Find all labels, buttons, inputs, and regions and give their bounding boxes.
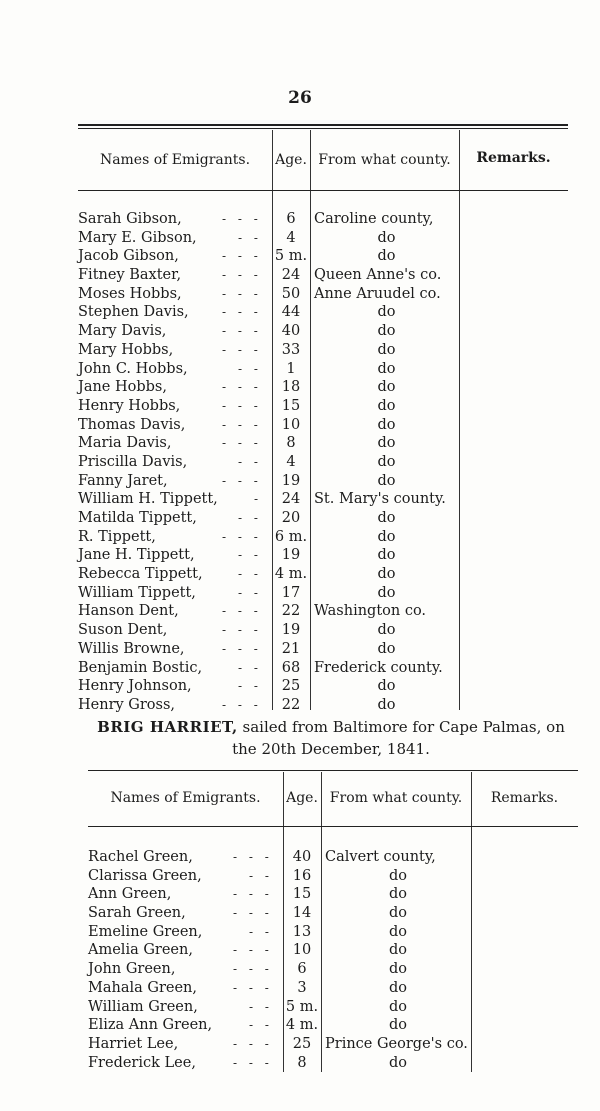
emigrant-name: John C. Hobbs, (78, 360, 188, 377)
emigrant-county: do (377, 678, 396, 695)
emigrant-age: 8 (297, 1054, 307, 1071)
leader-dots: - - - (233, 850, 273, 864)
leader-dots: - - - (222, 529, 262, 544)
emigrant-county: do (377, 416, 396, 433)
emigrant-county: Anne Aruudel co. (314, 285, 441, 302)
emigrant-age: 10 (281, 416, 301, 433)
table-row (78, 210, 568, 229)
leader-dots: - - - (222, 623, 262, 638)
ship-caption (80, 716, 582, 760)
emigrant-county: do (388, 867, 407, 884)
emigrant-name: Suson Dent, (78, 622, 168, 639)
table-row (78, 528, 568, 547)
leader-dots: - - - (233, 943, 273, 958)
emigrant-county: do (377, 547, 396, 564)
emigrant-age: 4 m. (274, 566, 308, 583)
leader-dots: - - (249, 1018, 273, 1033)
emigrant-county: do (377, 453, 396, 470)
table-row (78, 546, 568, 565)
leader-dots: - - - (233, 1036, 273, 1051)
leader-dots: - (254, 492, 263, 507)
emigrant-name: Stephen Davis, (78, 304, 189, 321)
emigrant-name: Sarah Gibson, (78, 211, 182, 227)
emigrant-county: do (377, 229, 396, 246)
emigrant-county: do (377, 248, 396, 265)
leader-dots: - - - (222, 268, 262, 283)
table-row (88, 941, 578, 960)
table-row (78, 360, 568, 379)
emigrant-name: Moses Hobbs, (78, 285, 182, 302)
table-row (78, 341, 568, 360)
leader-dots: - - - (222, 249, 262, 264)
leader-dots: - - (238, 548, 262, 563)
emigrant-name: Rebecca Tippett, (78, 566, 203, 583)
emigrant-county: do (377, 472, 396, 489)
header-age: Age. (275, 152, 307, 168)
table-row (78, 285, 568, 304)
emigrant-name: Clarissa Green, (88, 867, 202, 884)
table-row (78, 453, 568, 472)
emigrant-name: Hanson Dent, (78, 603, 179, 620)
table-row (78, 640, 568, 659)
emigrant-age: 44 (281, 304, 301, 321)
emigrant-county: Washington co. (314, 603, 427, 620)
header-remarks: Remarks. (490, 790, 559, 806)
header-county: From what county. (318, 152, 451, 168)
emigrant-name: Willis Browne, (78, 640, 185, 657)
emigrant-name: Henry Gross, (78, 696, 176, 713)
emigrant-county: do (388, 886, 407, 903)
table-row (78, 659, 568, 678)
emigrant-age: 1 (286, 360, 296, 377)
table-row (78, 565, 568, 584)
leader-dots: - - - (222, 324, 262, 339)
header-names: Names of Emigrants. (99, 152, 251, 168)
leader-dots: - - - (222, 436, 262, 451)
emigrant-name: Harriet Lee, (88, 1035, 179, 1052)
caption-text: sailed from Baltimore for Cape Palmas, on (237, 718, 565, 736)
emigrant-age: 22 (281, 696, 301, 713)
emigrant-name: Mary Hobbs, (78, 341, 174, 358)
table-row (78, 229, 568, 248)
leader-dots: - - (238, 585, 262, 600)
emigrant-name: Fanny Jaret, (78, 472, 168, 489)
emigrant-county: do (388, 1054, 407, 1071)
page-number: 26 (288, 88, 312, 108)
table-row (88, 998, 578, 1017)
emigrant-age: 6 (286, 211, 296, 227)
emigrant-age: 3 (297, 979, 307, 996)
header-rule (88, 826, 578, 827)
emigrant-county: do (388, 905, 407, 922)
emigrant-county: do (377, 397, 396, 414)
leader-dots: - - - (222, 417, 262, 432)
emigrant-name: Frederick Lee, (88, 1054, 196, 1071)
emigrant-name: Eliza Ann Green, (88, 1017, 213, 1034)
emigrant-age: 19 (281, 547, 301, 564)
emigrant-county: do (377, 566, 396, 583)
emigrant-name: Priscilla Davis, (78, 453, 188, 470)
emigrant-age: 4 (286, 453, 296, 470)
table-row (78, 416, 568, 435)
emigrant-age: 33 (281, 341, 301, 358)
emigrant-name: William Green, (88, 998, 198, 1015)
leader-dots: - - (249, 924, 273, 939)
table-row (88, 1016, 578, 1035)
emigrant-name: Mahala Green, (88, 979, 197, 996)
emigrant-name: Fitney Baxter, (78, 267, 182, 284)
header-names: Names of Emigrants. (110, 790, 261, 806)
leader-dots: - - (238, 230, 262, 245)
table-row (78, 509, 568, 528)
emigrant-name: Maria Davis, (78, 435, 172, 452)
emigrant-age: 19 (281, 622, 301, 639)
leader-dots: - - (238, 660, 262, 675)
emigrant-name: Jacob Gibson, (78, 248, 179, 265)
emigrant-name: Benjamin Bostic, (78, 659, 203, 676)
emigrant-age: 25 (292, 1035, 312, 1052)
emigrant-age: 19 (281, 472, 301, 489)
emigrant-county: do (377, 435, 396, 452)
emigrant-name: Ann Green, (88, 886, 172, 903)
emigrant-age: 17 (281, 584, 301, 601)
emigrant-county: do (377, 696, 396, 713)
table-row (78, 397, 568, 416)
table-row (78, 584, 568, 603)
emigrant-name: Jane H. Tippett, (78, 547, 195, 564)
leader-dots: - - - (233, 1055, 273, 1070)
leader-dots: - - (249, 868, 273, 883)
table-row (88, 904, 578, 923)
table-row (78, 621, 568, 640)
leader-dots: - - - (222, 398, 262, 413)
table-row (78, 266, 568, 285)
emigrant-age: 50 (281, 285, 301, 302)
table-2-rows (88, 848, 578, 1072)
table-row (78, 322, 568, 341)
leader-dots: - - - (222, 604, 262, 619)
emigrant-county: do (377, 528, 396, 545)
leader-dots: - - (249, 999, 273, 1014)
table-row (78, 602, 568, 621)
leader-dots: - - (238, 361, 262, 376)
emigrant-name: Matilda Tippett, (78, 510, 197, 526)
emigrant-county: do (377, 341, 396, 358)
emigrant-age: 15 (292, 886, 312, 903)
emigrant-name: Thomas Davis, (78, 416, 186, 433)
emigrant-age: 5 m. (274, 248, 308, 265)
caption-line-2: the 20th December, 1841. (232, 740, 430, 758)
emigrant-age: 15 (281, 397, 301, 414)
emigrant-county: Caroline county, (314, 211, 434, 227)
emigrant-age: 68 (281, 659, 301, 676)
emigrant-name: Amelia Green, (88, 942, 193, 959)
emigrant-county: do (388, 923, 407, 940)
emigrant-county: do (377, 510, 396, 526)
top-rule-thin (78, 128, 568, 129)
header-county: From what county. (329, 790, 463, 806)
emigrant-county: do (377, 584, 396, 601)
emigrant-age: 16 (292, 867, 312, 884)
emigrant-age: 24 (281, 491, 301, 508)
emigrant-county: Frederick county. (314, 659, 443, 676)
leader-dots: - - (238, 679, 262, 694)
emigrant-age: 4 m. (285, 1017, 319, 1034)
emigrant-name: Jane Hobbs, (78, 379, 167, 396)
emigrant-county: do (377, 304, 396, 321)
emigrant-name: R. Tippett, (78, 528, 156, 545)
table-row (88, 867, 578, 886)
emigrant-name: Emeline Green, (88, 923, 203, 940)
emigrant-name: William Tippett, (78, 584, 196, 601)
table-1-rows (78, 210, 568, 715)
emigrant-county: do (388, 1017, 407, 1034)
emigrants-table-1 (78, 124, 568, 714)
emigrant-name: William H. Tippett, (78, 491, 218, 508)
emigrant-age: 14 (292, 905, 312, 922)
leader-dots: - - - (222, 641, 262, 656)
caption-line-1 (80, 716, 582, 738)
emigrant-name: Mary E. Gibson, (78, 229, 197, 246)
emigrants-table-2 (88, 770, 578, 1080)
leader-dots: - - (238, 511, 262, 525)
leader-dots: - - - (222, 212, 262, 226)
emigrant-age: 22 (281, 603, 301, 620)
emigrant-age: 21 (281, 640, 301, 657)
emigrant-age: 4 (286, 229, 296, 246)
leader-dots: - - - (222, 473, 262, 488)
leader-dots: - - - (233, 962, 273, 977)
emigrant-county: St. Mary's county. (314, 491, 446, 508)
table-row (88, 885, 578, 904)
header-age: Age. (286, 790, 318, 806)
emigrant-name: Rachel Green, (88, 849, 193, 865)
leader-dots: - - - (222, 305, 262, 320)
table-row (88, 848, 578, 867)
table-row (78, 472, 568, 491)
emigrant-county: Prince George's co. (325, 1035, 468, 1052)
top-rule (88, 770, 578, 771)
leader-dots: - - - (222, 380, 262, 395)
leader-dots: - - - (233, 887, 273, 902)
table-row (88, 960, 578, 979)
emigrant-age: 8 (286, 435, 296, 452)
emigrant-age: 25 (281, 678, 301, 695)
leader-dots: - - (238, 567, 262, 582)
emigrant-age: 20 (281, 510, 301, 526)
emigrant-age: 6 (297, 961, 307, 978)
table-row (78, 490, 568, 509)
leader-dots: - - - (233, 906, 273, 921)
table-row (88, 1035, 578, 1054)
table-row (78, 696, 568, 715)
header-rule (78, 190, 568, 191)
leader-dots: - - - (222, 286, 262, 301)
emigrant-county: do (377, 379, 396, 396)
emigrant-county: Queen Anne's co. (314, 267, 442, 284)
emigrant-county: do (377, 360, 396, 377)
emigrant-name: Henry Johnson, (78, 678, 192, 695)
emigrant-age: 10 (292, 942, 312, 959)
header-remarks: Remarks. (476, 150, 551, 166)
emigrant-age: 13 (292, 923, 312, 940)
emigrant-name: Henry Hobbs, (78, 397, 181, 414)
emigrant-age: 18 (281, 379, 301, 396)
top-rule-thick (78, 124, 568, 126)
ship-name: BRIG HARRIET, (97, 718, 238, 736)
emigrant-county: Calvert county, (325, 849, 436, 865)
emigrant-county: do (377, 622, 396, 639)
emigrant-age: 40 (281, 323, 301, 340)
table-row (78, 434, 568, 453)
table-row (78, 378, 568, 397)
leader-dots: - - - (222, 342, 262, 357)
table-row (88, 1054, 578, 1073)
emigrant-name: Mary Davis, (78, 323, 167, 340)
leader-dots: - - - (233, 980, 273, 995)
emigrant-age: 6 m. (274, 528, 308, 545)
emigrant-age: 5 m. (285, 998, 319, 1015)
emigrant-age: 40 (292, 849, 312, 865)
table-row (78, 677, 568, 696)
emigrant-age: 24 (281, 267, 301, 284)
table-row (88, 979, 578, 998)
leader-dots: - - - (222, 697, 262, 712)
emigrant-county: do (388, 979, 407, 996)
emigrant-county: do (388, 998, 407, 1015)
emigrant-county: do (377, 323, 396, 340)
emigrant-county: do (388, 961, 407, 978)
table-row (78, 303, 568, 322)
table-row (88, 923, 578, 942)
emigrant-county: do (388, 942, 407, 959)
emigrant-name: Sarah Green, (88, 905, 186, 922)
emigrant-name: John Green, (88, 961, 176, 978)
leader-dots: - - (238, 454, 262, 469)
emigrant-county: do (377, 640, 396, 657)
table-row (78, 247, 568, 266)
